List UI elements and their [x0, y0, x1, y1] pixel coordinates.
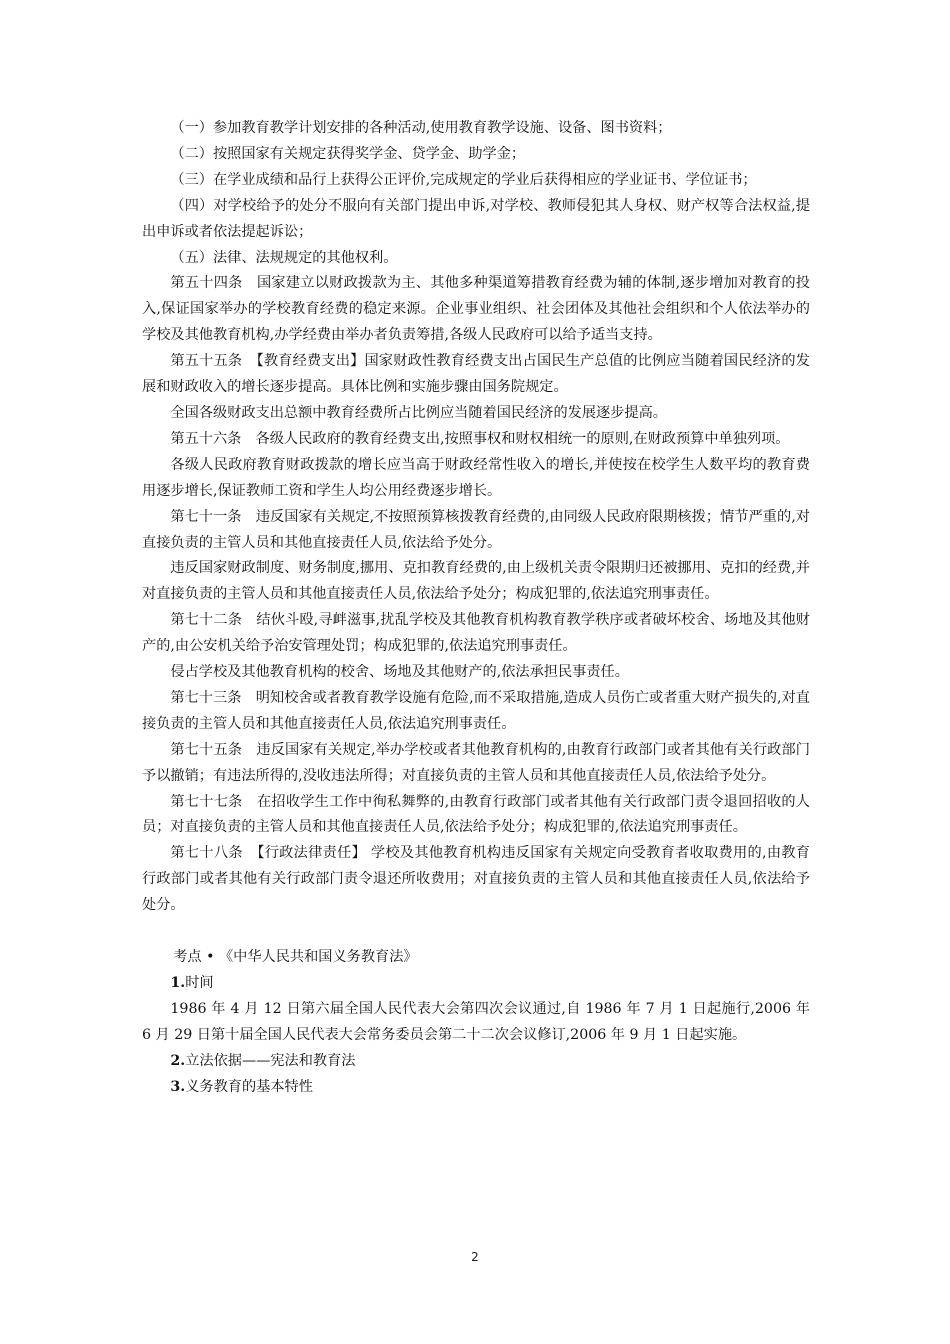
item-text: 时间: [185, 975, 214, 991]
item-number: 2.: [170, 1052, 186, 1069]
paragraph: 第七十五条 违反国家有关规定,举办学校或者其他教育机构的,由教育行政部门或者其他有关行政部门予以撤销；有违法所得的,没收违法所得；对直接负责的主管人员和其他直接责任人员,依法给予处分。: [142, 741, 810, 784]
paragraph: 第七十一条 违反国家有关规定,不按照预算核拨教育经费的,由同级人民政府限期核拨；情节严重的,对直接负责的主管人员和其他直接责任人员,依法给予处分。: [142, 508, 810, 551]
item-number: 3.: [170, 1078, 186, 1095]
list-item: [142, 1049, 810, 1075]
paragraph: 全国各级财政支出总额中教育经费所占比例应当随着国民经济的发展逐步提高。: [170, 404, 667, 421]
paragraph: （四）对学校给予的处分不服向有关部门提出申诉,对学校、教师侵犯其人身权、财产权等合法权益,提出申诉或者依法提起诉讼；: [142, 197, 810, 240]
paragraph: 第七十二条 结伙斗殴,寻衅滋事,扰乱学校及其他教育机构教育教学秩序或者破坏校舍、场地及其他财产的,由公安机关给予治安管理处罚；构成犯罪的,依法追究刑事责任。: [142, 612, 810, 655]
paragraph: 第七十八条 【行政法律责任】 学校及其他教育机构违反国家有关规定向受教育者收取费用的,由教育行政部门或者其他有关行政部门责令退还所收费用；对直接负责的主管人员和其他直接责任人员,依法给予处分。: [142, 845, 810, 914]
page-number: 2: [471, 1250, 479, 1264]
document-body: [142, 116, 810, 1101]
paragraph: 侵占学校及其他教育机构的校舍、场地及其他财产的,依法承担民事责任。: [170, 664, 629, 681]
list-item: [142, 1075, 810, 1101]
paragraph: （二）按照国家有关规定获得奖学金、贷学金、助学金；: [170, 145, 526, 162]
item-text: 义务教育的基本特性: [185, 1078, 313, 1095]
paragraph: 第七十七条 在招收学生工作中徇私舞弊的,由教育行政部门或者其他有关行政部门责令退回招收的人员；对直接负责的主管人员和其他直接责任人员,依法给予处分；构成犯罪的,依法追究刑事责任。: [142, 793, 810, 836]
item-text: 立法依据——宪法和教育法: [185, 1052, 356, 1069]
list-item: [142, 971, 810, 997]
paragraph: 第七十三条 明知校舍或者教育教学设施有危险,而不采取措施,造成人员伤亡或者重大财产损失的,对直接负责的主管人员和其他直接责任人员,依法追究刑事责任。: [142, 689, 810, 732]
paragraph: （一）参加教育教学计划安排的各种活动,使用教育教学设施、设备、图书资料；: [170, 120, 672, 136]
paragraph: 第五十五条 【教育经费支出】国家财政性教育经费支出占国民生产总值的比例应当随着国民经济的发展和财政收入的增长逐步提高。具体比例和实施步骤由国务院规定。: [142, 353, 810, 396]
paragraph: 各级人民政府教育财政拨款的增长应当高于财政经常性收入的增长,并使按在校学生人数平均的教育费用逐步增长,保证教师工资和学生人均公用经费逐步增长。: [142, 456, 810, 499]
paragraph: 违反国家财政制度、财务制度,挪用、克扣教育经费的,由上级机关责令限期归还被挪用、克扣的经费,并对直接负责的主管人员和其他直接责任人员,依法给予处分；构成犯罪的,依法追究刑事责任。: [142, 560, 810, 603]
paragraph: 第五十六条 各级人民政府的教育经费支出,按照事权和财权相统一的原则,在财政预算中单独列项。: [170, 430, 790, 447]
paragraph: 第五十四条 国家建立以财政拨款为主、其他多种渠道筹措教育经费为辅的体制,逐步增加对教育的投入,保证国家举办的学校教育经费的稳定来源。企业事业组织、社会团体及其他社会组织和个人依法举办的学校及其他教育机构,办学经费由举办者负责筹措,各级人民政府可以给予适当支持。: [142, 275, 810, 344]
section-title: 考点 • 《中华人民共和国义务教育法》: [173, 949, 418, 966]
paragraph: （三）在学业成绩和品行上获得公正评价,完成规定的学业后获得相应的学业证书、学位证书；: [170, 171, 757, 188]
item-number: 1.: [170, 975, 186, 991]
paragraph: （五）法律、法规规定的其他权利。: [170, 249, 398, 266]
paragraph: 1986 年 4 月 12 日第六届全国人民代表大会第四次会议通过,自 1986 年 7 月 1 日起施行,2006 年 6 月 29 日第十届全国人民代表大会常务委员会第二十二次会议修订,2006 年 9 月 1 日起实施。: [142, 1000, 810, 1043]
